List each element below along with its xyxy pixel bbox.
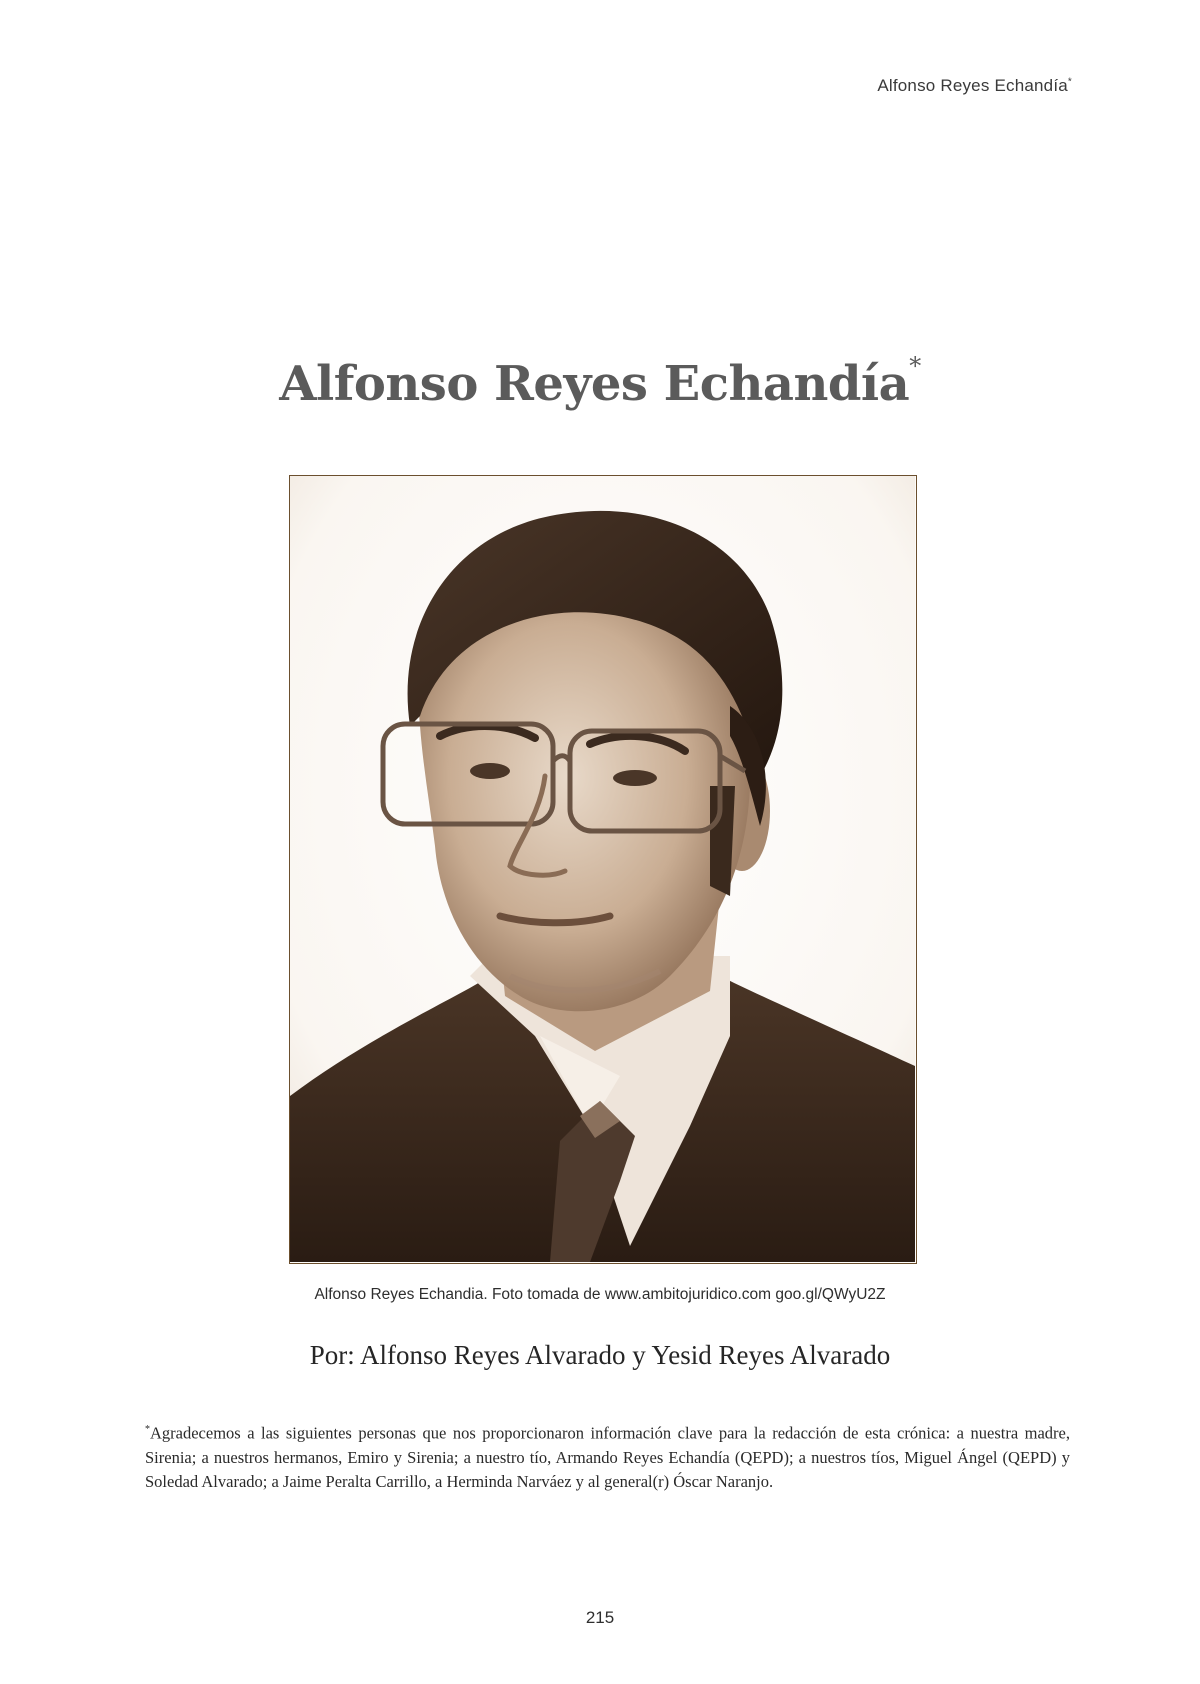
photo-caption: Alfonso Reyes Echandia. Foto tomada de www.ambitojuridico.com goo.gl/QWyU2Z <box>314 1286 886 1303</box>
page-number: 215 <box>585 1608 615 1627</box>
footnote <box>145 1418 1070 1494</box>
page-title <box>0 352 1200 412</box>
running-header-marker: * <box>1067 76 1072 88</box>
byline: Por: Alfonso Reyes Alvarado y Yesid Reyes Alvarado <box>309 1340 891 1370</box>
footnote-marker: * <box>145 1424 150 1435</box>
portrait-illustration <box>290 476 915 1262</box>
footnote-text: Agradecemos a las siguientes personas que nos proporcionaron información clave para la redacción de esta crónica: a nuestra madre, Sirenia; a nuestros hermanos, Emiro y Sirenia; a nuestro tío, Armando Reyes Echandía (QEPD); a nuestros tíos, Miguel Ángel (QEPD) y Soledad Alvarado; a Jaime Peralta Carrillo, a Herminda Narváez y al general(r) Óscar Naranjo. <box>145 1423 1070 1491</box>
page-title-text: Alfonso Reyes Echandía <box>279 356 910 412</box>
running-header-title: Alfonso Reyes Echandía <box>877 76 1068 95</box>
portrait-photo <box>289 475 917 1264</box>
title-footnote-marker: * <box>909 352 921 380</box>
running-header <box>877 76 1072 96</box>
